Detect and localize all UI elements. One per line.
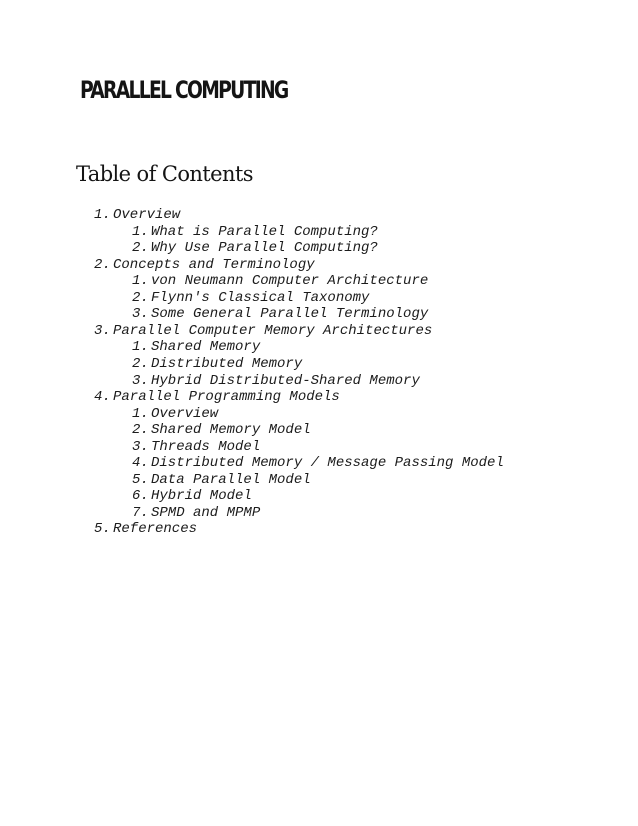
toc-subsection-label: Overview — [151, 405, 219, 422]
toc-subsection-number: 3. — [132, 372, 149, 389]
toc-section-label: Parallel Computer Memory Architectures — [113, 322, 433, 339]
toc-subsection-number: 3. — [132, 306, 149, 323]
toc-subsection-number: 1. — [132, 339, 149, 356]
toc-section-label: Concepts and Terminology — [113, 256, 315, 273]
toc-subsection-label: SPMD and MPMP — [151, 504, 261, 521]
toc-subsection-label: Some General Parallel Terminology — [151, 306, 429, 323]
toc-subsection-label: Hybrid Model — [151, 488, 252, 505]
toc-subsection-number: 6. — [132, 488, 149, 505]
toc-subsection-number: 7. — [132, 504, 149, 521]
toc-section-label: Parallel Programming Models — [113, 389, 340, 406]
toc-subsection-number: 1. — [132, 405, 149, 422]
toc-section-label: Overview — [113, 207, 181, 223]
toc-subsection-number: 2. — [132, 240, 149, 257]
toc-subsection-label: Shared Memory — [151, 339, 261, 356]
toc-subsection-label: Distributed Memory — [151, 355, 303, 372]
toc-subsection-label: von Neumann Computer Architecture — [151, 273, 429, 290]
toc-section-number: 1. — [94, 207, 111, 223]
toc-heading: Table of Contents — [76, 162, 253, 186]
toc-subsection-number: 3. — [132, 438, 149, 455]
toc-subsection-number: 5. — [132, 471, 149, 488]
toc-subsection-label: Distributed Memory / Message Passing Model — [151, 455, 504, 472]
toc-subsection-label: Data Parallel Model — [151, 471, 311, 488]
toc-subsection-label: Threads Model — [151, 438, 261, 455]
document-title: PARALLEL COMPUTING — [80, 76, 288, 104]
toc-subsection-number: 2. — [132, 355, 149, 372]
toc-section-number: 4. — [94, 389, 111, 406]
toc-subsection-label: Hybrid Distributed-Shared Memory — [151, 372, 420, 389]
toc-subsection-label: Why Use Parallel Computing? — [151, 240, 378, 257]
toc-subsection-label: Shared Memory Model — [151, 422, 311, 439]
toc-section-number: 5. — [94, 521, 111, 538]
toc-subsection-label: What is Parallel Computing? — [151, 223, 378, 240]
toc-section-number: 2. — [94, 256, 111, 273]
toc-subsection-number: 2. — [132, 422, 149, 439]
toc-section-number: 3. — [94, 322, 111, 339]
toc-subsection-label: Flynn's Classical Taxonomy — [151, 289, 370, 306]
toc-subsection-number: 2. — [132, 289, 149, 306]
toc-subsection-number: 4. — [132, 455, 149, 472]
toc-subsection-number: 1. — [132, 273, 149, 290]
toc-section-label: References — [113, 521, 198, 538]
toc-subsection-number: 1. — [132, 223, 149, 240]
